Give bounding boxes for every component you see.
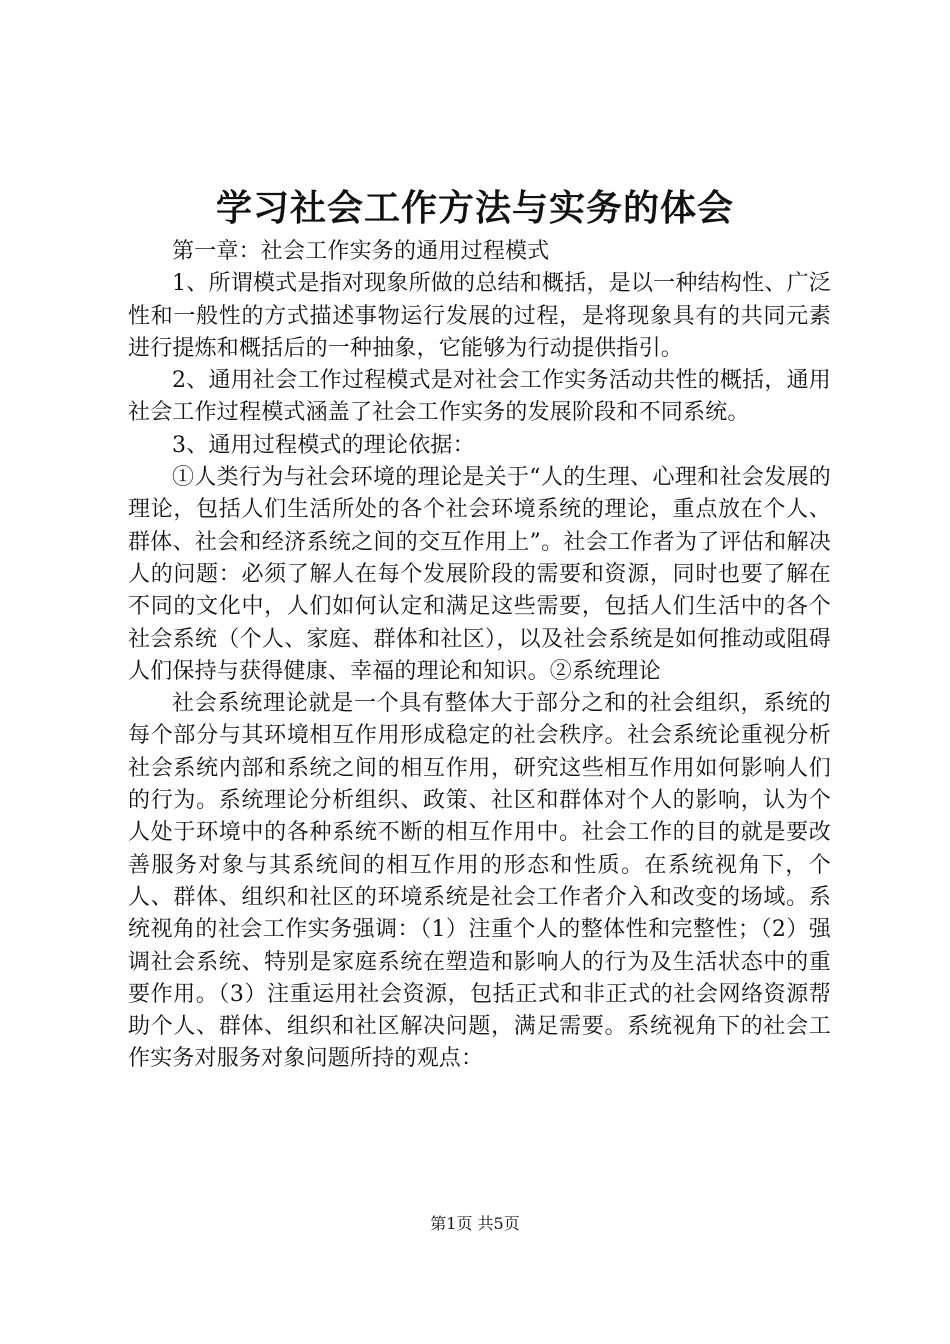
paragraph-model-definition: 1、所谓模式是指对现象所做的总结和概括，是以一种结构性、广泛性和一般性的方式描述事物运行发展的过程，是将现象具有的共同元素进行提炼和概括后的一种抽象，它能够为行动提供指引。	[128, 271, 831, 361]
paragraph-theory-basis: 3、通用过程模式的理论依据：	[172, 432, 475, 458]
document-body	[128, 236, 831, 1076]
chapter-heading: 第一章：社会工作实务的通用过程模式	[172, 239, 550, 264]
paragraph-social-systems-theory: 社会系统理论就是一个具有整体大于部分之和的社会组织，系统的每个部分与其环境相互作用形成稳定的社会秩序。社会系统论重视分析社会系统内部和系统之间的相互作用，研究这些相互作用如何影响人们的行为。系统理论分析组织、政策、社区和群体对个人的影响，认为个人处于环境中的各种系统不断的相互作用中。社会工作的目的就是要改善服务对象与其系统间的相互作用的形态和性质。在系统视角下，个人、群体、组织和社区的环境系统是社会工作者介入和改变的场域。系统视角的社会工作实务强调：（1）注重个人的整体性和完整性；（2）强调社会系统、特别是家庭系统在塑造和影响人的行为及生活状态中的重要作用。（3）注重运用社会资源，包括正式和非正式的社会网络资源帮助个人、群体、组织和社区解决问题，满足需要。系统视角下的社会工作实务对服务对象问题所持的观点：	[128, 691, 831, 1072]
document-title: 学习社会工作方法与实务的体会	[215, 187, 734, 229]
paragraph-generic-process-model: 2、通用社会工作过程模式是对社会工作实务活动共性的概括，通用社会工作过程模式涵盖了社会工作实务的发展阶段和不同系统。	[128, 368, 831, 426]
paragraph-human-behavior-theory: ①人类行为与社会环境的理论是关于“人的生理、心理和社会发展的理论，包括人们生活所处的各个社会环境系统的理论，重点放在个人、群体、社会和经济系统之间的交互作用上”。社会工作者为了评估和解决人的问题：必须了解人在每个发展阶段的需要和资源，同时也要了解在不同的文化中，人们如何认定和满足这些需要，包括人们生活中的各个社会系统（个人、家庭、群体和社区），以及社会系统是如何推动或阻碍人们保持与获得健康、幸福的理论和知识。②系统理论	[128, 465, 831, 684]
page-number-footer: 第1页 共5页	[430, 1214, 520, 1233]
